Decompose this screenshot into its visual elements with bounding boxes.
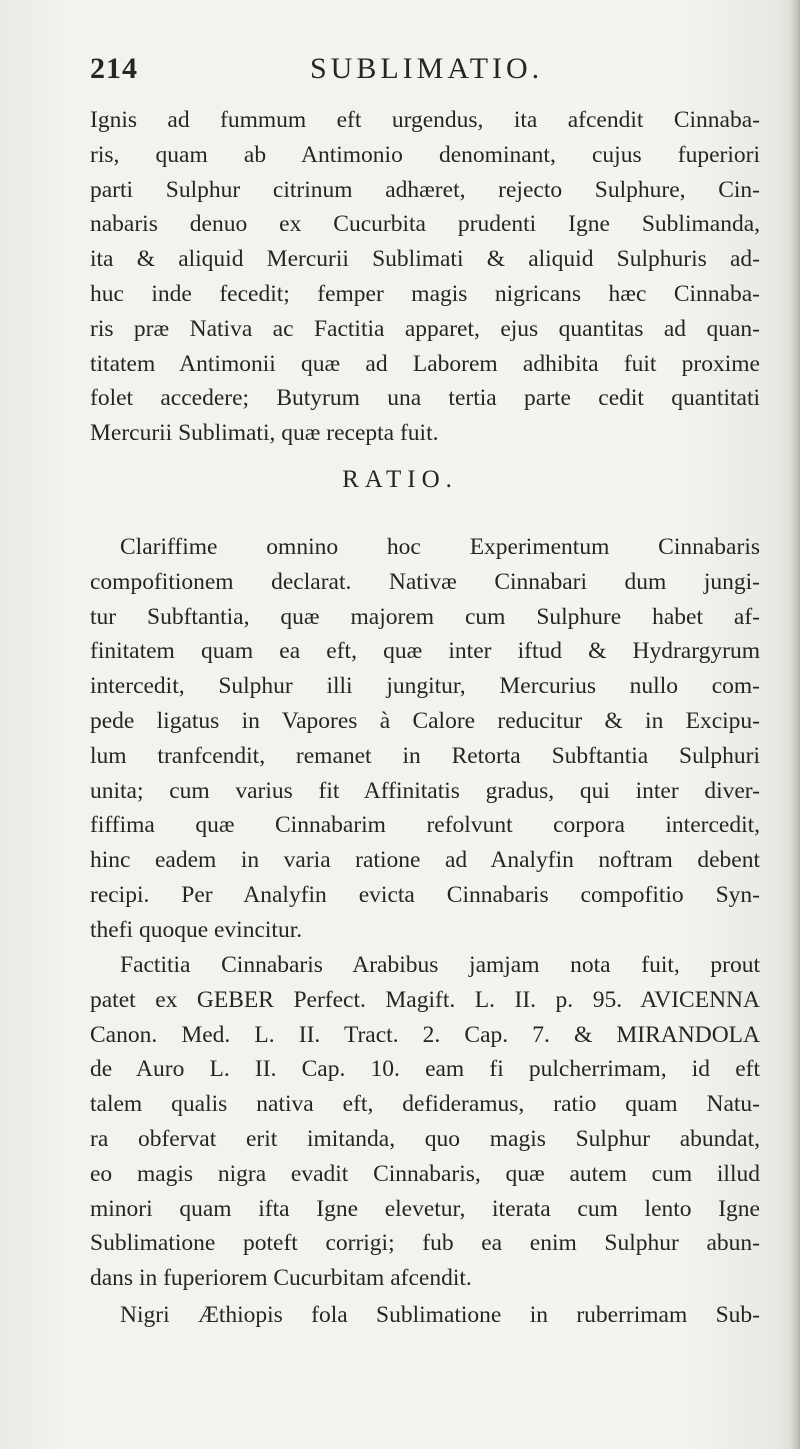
text-line: parti Sulphur citrinum adhæret, rejecto Sulphure, Cin- bbox=[90, 176, 760, 203]
paragraph-4 bbox=[90, 1298, 760, 1333]
text-line: Factitia Cinnabaris Arabibus jamjam nota fuit, prout bbox=[120, 952, 760, 978]
text-line: thefi quoque evincitur. bbox=[90, 916, 303, 943]
text-line: tur Subftantia, quæ majorem cum Sulphure habet af- bbox=[90, 603, 760, 630]
text-line: Clariffime omnino hoc Experimentum Cinnabaris bbox=[120, 534, 760, 560]
text-line: Mercurii Sublimati, quæ recepta fuit. bbox=[90, 420, 439, 447]
text-line: unita; cum varius fit Affinitatis gradus, qui inter diver- bbox=[90, 777, 760, 804]
section-heading: RATIO. bbox=[342, 466, 458, 493]
text-line: pede ligatus in Vapores à Calore reducitur & in Excipu- bbox=[90, 707, 760, 734]
text-line: huc inde fecedit; femper magis nigricans hæc Cinnaba- bbox=[90, 280, 760, 307]
text-line: folet accedere; Butyrum una tertia parte cedit quantitati bbox=[90, 385, 760, 412]
text-line: nabaris denuo ex Cucurbita prudenti Igne Sublimanda, bbox=[90, 211, 760, 238]
text-line: compofitionem declarat. Nativæ Cinnabari dum jungi- bbox=[90, 568, 760, 595]
text-line: intercedit, Sulphur illi jungitur, Mercurius nullo com- bbox=[90, 673, 760, 700]
text-line: hinc eadem in varia ratione ad Analyfin noftram debent bbox=[90, 847, 760, 874]
text-line: recipi. Per Analyfin evicta Cinnabaris compofitio Syn- bbox=[90, 881, 760, 908]
running-title: SUBLIMATIO. bbox=[310, 52, 544, 85]
paragraph-2 bbox=[90, 530, 760, 948]
text-line: Sublimatione poteft corrigi; fub ea enim Sulphur abun- bbox=[90, 1230, 760, 1257]
text-line: patet ex GEBER Perfect. Magift. L. II. p. 95. AVICENNA bbox=[90, 986, 760, 1013]
text-line: ris, quam ab Antimonio denominant, cujus fuperiori bbox=[90, 141, 760, 168]
text-line: ris præ Nativa ac Factitia apparet, ejus quantitas ad quan- bbox=[90, 315, 760, 342]
paragraph-3 bbox=[90, 948, 760, 1296]
page-number: 214 bbox=[90, 52, 138, 85]
text-line: Ignis ad fummum eft urgendus, ita afcendit Cinnaba- bbox=[90, 107, 760, 133]
text-line: fiffima quæ Cinnabarim refolvunt corpora intercedit, bbox=[90, 812, 760, 839]
text-line: lum tranfcendit, remanet in Retorta Subftantia Sulphuri bbox=[90, 742, 760, 769]
text-line: finitatem quam ea eft, quæ inter iftud & Hydrargyrum bbox=[90, 638, 760, 665]
text-line: de Auro L. II. Cap. 10. eam fi pulcherrimam, id eft bbox=[90, 1056, 760, 1083]
text-line: ra obfervat erit imitanda, quo magis Sulphur abundat, bbox=[90, 1125, 760, 1152]
text-line: dans in fuperiorem Cucurbitam afcendit. bbox=[90, 1265, 472, 1292]
paragraph-1 bbox=[90, 103, 760, 451]
page-edge-shadow bbox=[790, 0, 800, 1449]
running-head bbox=[90, 52, 750, 92]
text-line: eo magis nigra evadit Cinnabaris, quæ autem cum illud bbox=[90, 1160, 760, 1187]
text-line: ita & aliquid Mercurii Sublimati & aliquid Sulphuris ad- bbox=[90, 246, 760, 273]
text-line: minori quam ifta Igne elevetur, iterata cum lento Igne bbox=[90, 1195, 760, 1222]
text-line: Nigri Æthiopis fola Sublimatione in ruberrimam Sub- bbox=[120, 1302, 760, 1328]
text-line: talem qualis nativa eft, defideramus, ratio quam Natu- bbox=[90, 1091, 760, 1118]
text-line: titatem Antimonii quæ ad Laborem adhibita fuit proxime bbox=[90, 350, 760, 377]
text-line: Canon. Med. L. II. Tract. 2. Cap. 7. & MIRANDOLA bbox=[90, 1021, 760, 1048]
